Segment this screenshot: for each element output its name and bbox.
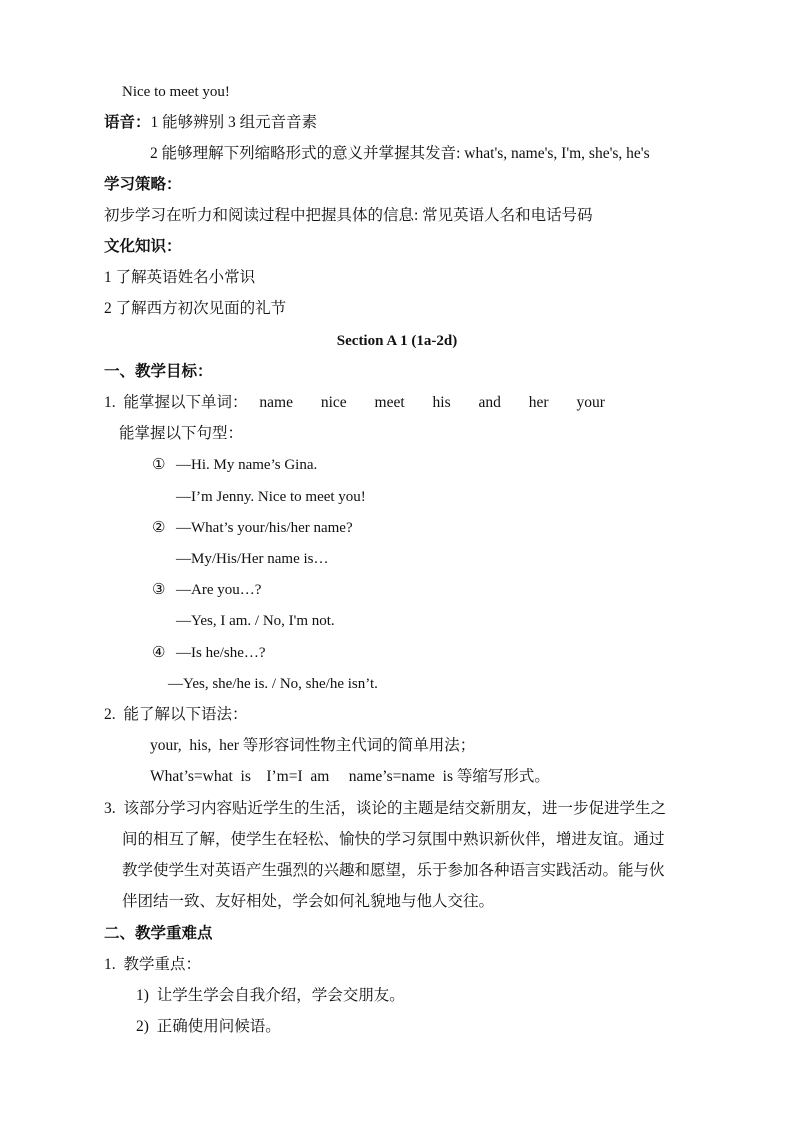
vocab-word: his	[432, 394, 451, 411]
difficulties-heading: 二、教学重难点	[104, 925, 213, 942]
grammar-line-1	[150, 736, 475, 756]
phonetics-line-1	[104, 113, 317, 133]
pattern-text: —Is he/she…?	[176, 645, 266, 661]
objective-1-words	[104, 393, 605, 413]
pattern-marker: ②	[152, 520, 166, 536]
vocab-word: meet	[374, 394, 405, 411]
vocab-word: her	[528, 394, 549, 411]
pattern-text: —What’s your/his/her name?	[176, 520, 353, 536]
objective-2-num: 2.	[104, 706, 116, 723]
pattern-3-question	[152, 580, 261, 600]
pattern-marker: ①	[152, 457, 166, 473]
pattern-1-answer: —I’m Jenny. Nice to meet you!	[176, 489, 366, 505]
pattern-marker: ③	[152, 582, 166, 598]
culture-label: 文化知识：	[104, 238, 182, 255]
pattern-text: —Are you…?	[176, 582, 262, 598]
phonetics-item-1: 1 能够辨别 3 组元音音素	[150, 114, 318, 131]
vocab-word: your	[576, 394, 605, 411]
pattern-marker: ④	[152, 645, 166, 661]
phonetics-label: 语音：	[104, 114, 151, 131]
sentences-label: 能掌握以下句型：	[119, 425, 244, 442]
pattern-4-question	[152, 643, 266, 663]
point-text: 让学生学会自我介绍，学会交朋友。	[156, 987, 405, 1004]
paragraph-line: 该部分学习内容贴近学生的生活，谈论的主题是结交新朋友，进一步促进学生之	[123, 800, 667, 817]
vocab-word: and	[478, 394, 501, 411]
objective-1-label: 能掌握以下单词：	[123, 394, 248, 411]
strategy-label: 学习策略：	[104, 176, 182, 193]
point-num: 1)	[136, 987, 149, 1004]
objective-3-line-2: 间的相互了解，使学生在轻松、愉快的学习氛围中熟识新伙伴，增进友谊。通过	[122, 831, 665, 848]
objective-2-label-line	[104, 705, 248, 725]
pattern-2-answer: —My/His/Her name is…	[176, 551, 329, 567]
grammar-line-2	[150, 767, 550, 787]
point-text: 正确使用问候语。	[156, 1018, 281, 1035]
grammar-description: 等形容词性物主代词的简单用法；	[242, 737, 476, 754]
difficulty-1-label: 教学重点：	[123, 956, 202, 973]
objective-3-line-3: 教学使学生对英语产生强烈的兴趣和愿望，乐于参加各种语言实践活动。能与伙	[122, 862, 665, 879]
pattern-text: —Hi. My name’s Gina.	[176, 457, 318, 473]
pattern-1-question	[152, 455, 317, 475]
vocab-word: name	[259, 394, 293, 411]
culture-item-1: 1 了解英语姓名小常识	[104, 269, 256, 286]
strategy-text: 初步学习在听力和阅读过程中把握具体的信息: 常见英语人名和电话号码	[104, 207, 593, 224]
culture-item-2: 2 了解西方初次见面的礼节	[104, 300, 287, 317]
objective-3-line-4: 伴团结一致、友好相处，学会如何礼貌地与他人交往。	[122, 893, 495, 910]
objective-3-num: 3.	[104, 800, 116, 817]
greeting-line: Nice to meet you!	[122, 84, 230, 100]
objective-2-label: 能了解以下语法：	[123, 706, 248, 723]
objective-3-line-1	[104, 799, 666, 819]
key-point-2	[136, 1017, 281, 1037]
difficulty-1-line	[104, 955, 201, 975]
grammar-examples: your, his, her	[150, 737, 243, 754]
vocabulary-list	[259, 394, 604, 411]
objective-1-num: 1.	[104, 394, 116, 411]
pattern-2-question	[152, 518, 353, 538]
objectives-heading: 一、教学目标：	[104, 363, 213, 380]
point-num: 2)	[136, 1018, 149, 1035]
phonetics-item-2: 2 能够理解下列缩略形式的意义并掌握其发音: what's, name's, I'm, she's, he's	[150, 145, 650, 162]
pattern-3-answer: —Yes, I am. / No, I'm not.	[176, 613, 335, 629]
section-title: Section A 1 (1a-2d)	[336, 333, 458, 349]
vocab-word: nice	[320, 394, 347, 411]
key-point-1	[136, 986, 405, 1006]
contraction-description: 等缩写形式。	[456, 768, 550, 785]
pattern-4-answer: —Yes, she/he is. / No, she/he isn’t.	[168, 676, 378, 692]
difficulty-1-num: 1.	[104, 956, 116, 973]
contraction-examples: What’s=what is I’m=I am name’s=name is	[150, 768, 457, 785]
